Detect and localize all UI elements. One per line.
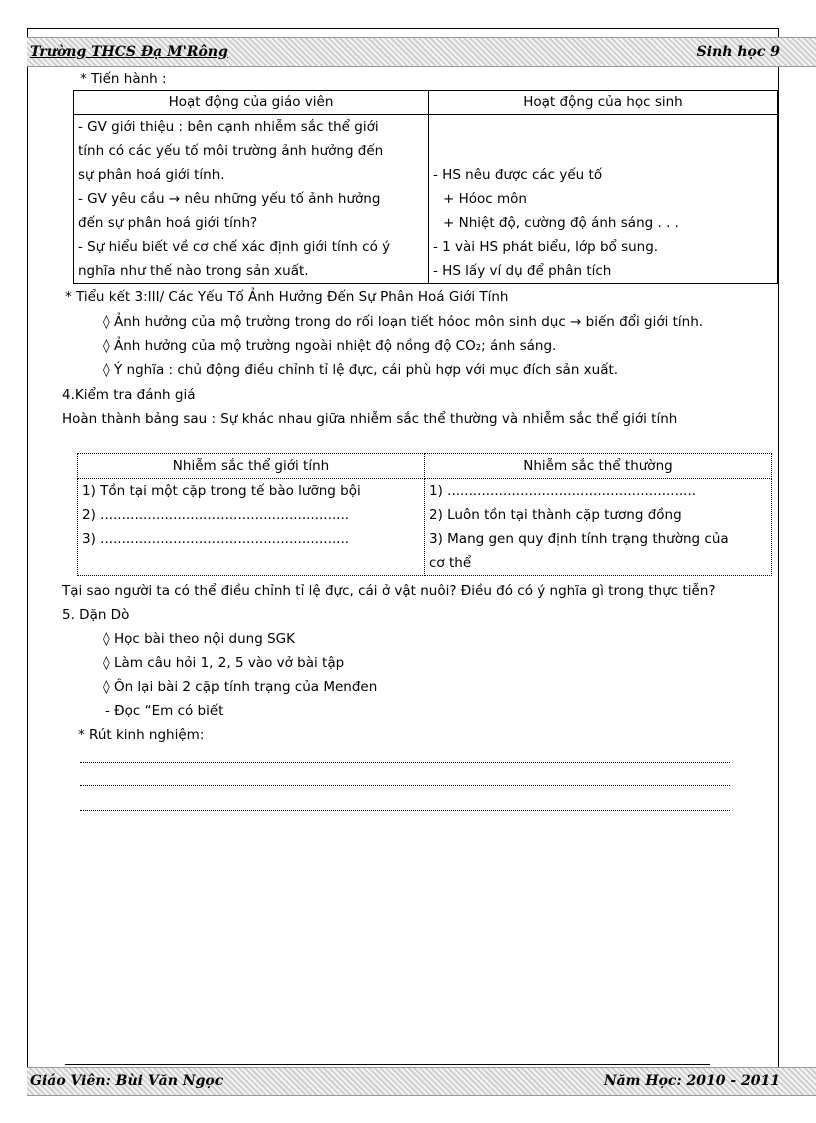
comparison-line: 1) .......................................................... [429, 483, 697, 499]
student-activity-header: Hoạt động của học sinh [429, 91, 778, 115]
comparison-line: 1) Tồn tại một cặp trong tế bào lưỡng bội [82, 483, 361, 499]
homework-title: 5. Dặn Dò [62, 607, 130, 623]
diamond-bullet-icon: ◊ [103, 362, 110, 378]
sex-chromosome-header: Nhiễm sắc thể giới tính [78, 454, 425, 479]
school-year: Năm Học: 2010 - 2011 [603, 1073, 780, 1089]
teacher-line: tính có các yếu tố môi trường ảnh hưởng đến [78, 143, 384, 159]
student-line [433, 139, 773, 163]
assessment-title: 4.Kiểm tra đánh giá [62, 387, 196, 403]
comparison-line: 3) .......................................................... [82, 531, 350, 547]
subconclusion-title: * Tiểu kết 3:III/ Các Yếu Tố Ảnh Hưởng Đến Sự Phân Hoá Giới Tính [65, 289, 509, 305]
subconclusion-item-text: Ảnh hưởng của mộ trường ngoài nhiệt độ nồng độ CO₂; ánh sáng. [113, 338, 557, 354]
blank-line [80, 785, 730, 786]
subconclusion-item [103, 362, 618, 378]
homework-item: ◊ Học bài theo nội dung SGK [103, 631, 295, 647]
homework-item: ◊ Làm câu hỏi 1, 2, 5 vào vở bài tập [103, 655, 345, 671]
subconclusion-item [103, 338, 556, 354]
student-line: + Nhiệt độ, cường độ ánh sáng . . . [443, 215, 679, 231]
diamond-bullet-icon: ◊ [103, 314, 110, 330]
student-activity-cell [429, 115, 778, 284]
subconclusion-item-text: Ảnh hưởng của mộ trường trong do rối loạn tiết hóoc môn sinh dục → biến đổi giới tính. [113, 314, 704, 330]
diamond-bullet-icon: ◊ [103, 338, 110, 354]
homework-item: ◊ Ôn lại bài 2 cặp tính trạng của Menđen [103, 679, 378, 695]
experience-label: * Rút kinh nghiệm: [78, 727, 205, 743]
student-line: - HS lấy ví dụ để phân tích [433, 263, 612, 279]
autosome-cell [425, 479, 772, 576]
blank-line [80, 762, 730, 763]
teacher-line: - GV yêu cầu → nêu những yếu tố ảnh hưởng [78, 191, 381, 207]
school-name: Trường THCS Đạ M'Rông [30, 44, 228, 60]
student-line: - HS nêu được các yếu tố [433, 167, 603, 183]
comparison-table [77, 453, 772, 576]
subconclusion-item-text: Ý nghĩa : chủ động điều chỉnh tỉ lệ đực, cái phù hợp với mục đích sản xuất. [113, 362, 619, 378]
comparison-line: 2) Luôn tồn tại thành cặp tương đồng [429, 507, 682, 523]
question-text: Tại sao người ta có thể điều chỉnh tỉ lệ đực, cái ở vật nuôi? Điều đó có ý nghĩa gì trong thực tiễn? [62, 583, 716, 599]
footer-rule [65, 1064, 710, 1065]
assessment-instruction: Hoàn thành bảng sau : Sự khác nhau giữa nhiễm sắc thể thường và nhiễm sắc thể giới tính [62, 411, 678, 427]
teacher-line: sự phân hoá giới tính. [78, 167, 225, 183]
teacher-line: - Sự hiểu biết về cơ chế xác định giới tính có ý [78, 239, 391, 255]
teacher-line: đến sự phân hoá giới tính? [78, 215, 258, 231]
procedure-label: * Tiến hành : [80, 71, 167, 87]
teacher-line: nghĩa như thế nào trong sản xuất. [78, 263, 309, 279]
student-line: - 1 vài HS phát biểu, lớp bổ sung. [433, 239, 659, 255]
blank-line [80, 810, 730, 811]
autosome-header: Nhiễm sắc thể thường [425, 454, 772, 479]
homework-item: - Đọc “Em có biết [105, 703, 224, 719]
teacher-line: - GV giới thiệu : bên cạnh nhiễm sắc thể giới [78, 119, 379, 135]
activity-table [73, 90, 778, 284]
comparison-line: 3) Mang gen quy định tính trạng thường của [429, 531, 729, 547]
teacher-activity-cell [74, 115, 429, 284]
teacher-activity-header: Hoạt động của giáo viên [74, 91, 429, 115]
student-line [433, 115, 773, 139]
comparison-line: 2) .......................................................... [82, 507, 350, 523]
student-line: + Hóoc môn [443, 191, 527, 207]
subject-name: Sinh học 9 [696, 44, 780, 60]
comparison-line: cơ thể [429, 555, 472, 571]
teacher-name: Giáo Viên: Bùi Văn Ngọc [30, 1073, 224, 1089]
sex-chromosome-cell [78, 479, 425, 576]
subconclusion-item [103, 314, 703, 330]
